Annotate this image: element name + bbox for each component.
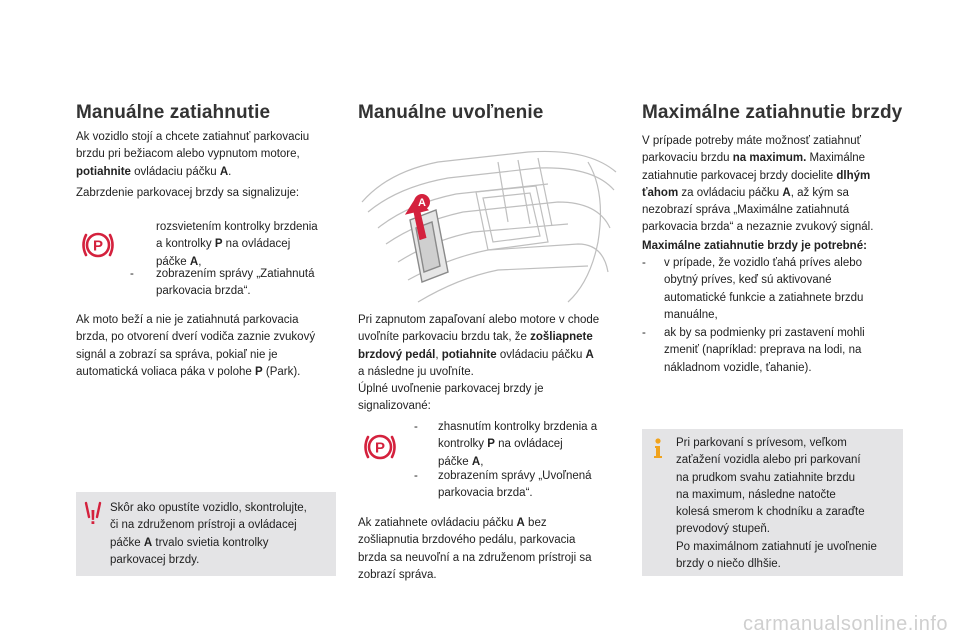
section-title-manual-release: Manuálne uvoľnenie xyxy=(358,102,544,123)
paragraph-release-without-pedal: Ak zatiahnete ovládaciu páčku A bez zošliapnutia brzdového pedálu, parkovacia brzda sa neuvoľní a na združenom prístroji sa zobrazí správa. xyxy=(358,517,592,581)
paragraph-maximum-required-title: Maximálne zatiahnutie brzdy je potrebné: xyxy=(642,240,867,252)
info-text: Pri parkovaní s prívesom, veľkom zaťažení vozidla alebo pri parkovaní na prudkom svahu zatiahnite brzdu na maximum, následne natočte kolesá smerom k chodníku a zaraďte prevodový stupeň. Po maximálnom zatiahnutí je uvoľnenie brzdy o niečo dlhšie. xyxy=(676,437,877,571)
info-icon xyxy=(649,437,667,459)
parking-brake-warning-icon xyxy=(80,229,116,261)
svg-text:P: P xyxy=(374,439,386,457)
warning-exclamation-icon xyxy=(84,501,102,527)
parking-brake-lever-illustration xyxy=(358,132,620,308)
list-item-apply-2: - zobrazením správy „Zatiahnutá parkovacia brzda“. xyxy=(130,268,315,298)
list-item-maximum-1: - v prípade, že vozidlo ťahá príves alebo obytný príves, keď sú aktivované automatické funkcie a zatiahnete brzdu manuálne, xyxy=(642,257,864,321)
info-box xyxy=(642,429,903,576)
paragraph-maximum-intro: V prípade potreby máte možnosť zatiahnuť parkovaciu brzdu na maximum. Maximálne zatiahnutie parkovacej brzdy docielite dlhým ťahom za ovládaciu páčku A, až kým sa nezobrazí správa „Maximálne zatiahnutá parkovacia brzda“ a nezaznie zvukový signál. xyxy=(642,135,874,234)
section-title-manual-apply: Manuálne zatiahnutie xyxy=(76,102,271,123)
paragraph-engine-running: Ak moto beží a nie je zatiahnutá parkovacia brzda, po otvorení dverí vodiča zaznie zvukový signál a zobrazí sa správa, pokiaľ nie je automatická voliaca páka v polohe P (Park). xyxy=(76,314,316,378)
svg-text:!: ! xyxy=(89,507,97,527)
watermark: carmanualsonline.info xyxy=(742,613,948,635)
paragraph-apply-signal: Zabrzdenie parkovacej brzdy sa signalizuje: xyxy=(76,187,300,199)
section-title-maximum-apply: Maximálne zatiahnutie brzdy xyxy=(642,102,903,123)
warning-text: Skôr ako opustíte vozidlo, skontrolujte, či na združenom prístroji a ovládacej páčke A trvalo svietia kontrolky parkovacej brzdy. xyxy=(110,502,307,566)
lever-label-a: A xyxy=(418,197,426,209)
warning-box xyxy=(76,492,336,576)
parking-brake-warning-icon xyxy=(362,431,398,463)
paragraph-release-procedure: Pri zapnutom zapaľovaní alebo motore v chode uvoľníte parkovaciu brzdu tak, že zošliapnete brzdový pedál, potiahnite ovládaciu páčku A a následne ju uvoľníte. Úplné uvoľnenie parkovacej brzdy je signalizované: xyxy=(358,314,600,413)
list-item-release-1: - zhasnutím kontrolky brzdenia a kontrolky P na ovládacej páčke A, xyxy=(414,421,598,468)
svg-text:P: P xyxy=(92,237,104,255)
list-item-maximum-2: - ak by sa podmienky pri zastavení mohli zmeniť (napríklad: preprava na lodi, na nákladnom vozidle, ťahanie). xyxy=(642,327,865,374)
list-item-release-2: - zobrazením správy „Uvoľnená parkovacia brzda“. xyxy=(414,470,592,500)
list-item-apply-1: rozsvietením kontrolky brzdenia a kontrolky P na ovládacej páčke A, xyxy=(156,221,318,268)
paragraph-apply-intro: Ak vozidlo stojí a chcete zatiahnuť parkovaciu brzdu pri bežiacom alebo vypnutom motore, potiahnite ovládaciu páčku A. xyxy=(76,131,310,178)
